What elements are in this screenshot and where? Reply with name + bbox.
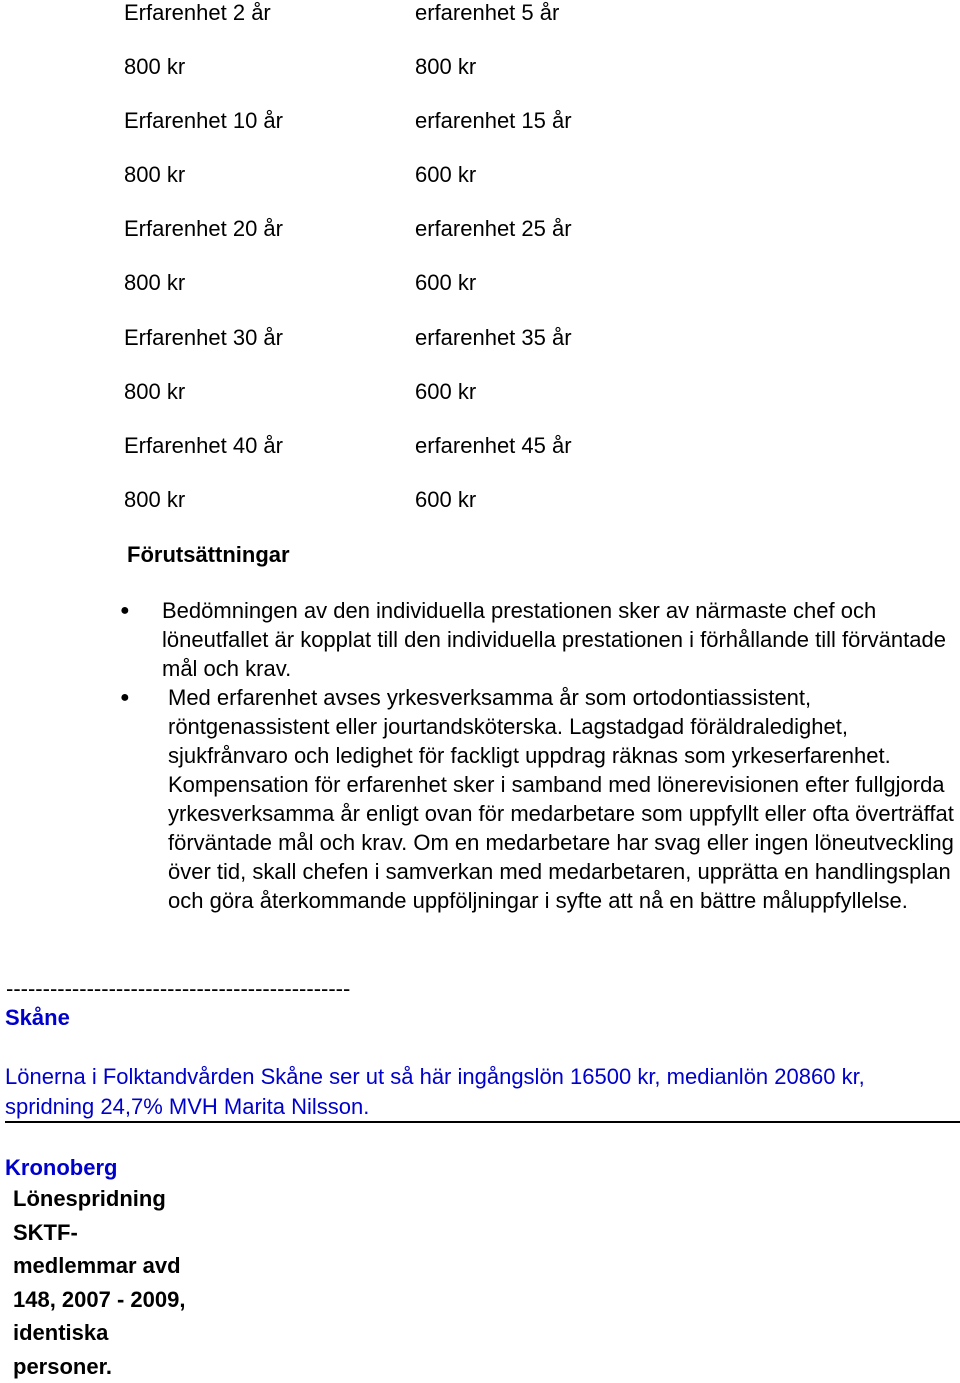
experience-amount: 800 kr (124, 270, 185, 296)
experience-amount: 800 kr (124, 162, 185, 188)
kronoberg-line: Lönespridning (13, 1182, 185, 1216)
experience-label: erfarenhet 45 år (415, 433, 572, 459)
section-separator: ----------------------------------------------- (6, 976, 350, 1002)
skane-text: Lönerna i Folktandvården Skåne ser ut så här ingångslön 16500 kr, medianlön 20860 kr, spridning 24,7% MVH Marita Nilsson. (5, 1062, 955, 1122)
experience-label: Erfarenhet 40 år (124, 433, 283, 459)
experience-label: erfarenhet 15 år (415, 108, 572, 134)
kronoberg-line: personer. (13, 1350, 185, 1383)
experience-label: Erfarenhet 2 år (124, 0, 271, 26)
bullet-icon: ● (120, 683, 130, 712)
kronoberg-heading: Kronoberg (5, 1155, 117, 1181)
prerequisites-heading: Förutsättningar (127, 542, 290, 568)
bullet-icon: ● (120, 596, 130, 625)
list-item (120, 683, 960, 915)
experience-label: erfarenhet 5 år (415, 0, 559, 26)
experience-amount: 600 kr (415, 487, 476, 513)
experience-amount: 800 kr (124, 379, 185, 405)
experience-amount: 600 kr (415, 379, 476, 405)
experience-amount: 800 kr (124, 54, 185, 80)
experience-amount: 800 kr (124, 487, 185, 513)
experience-amount: 800 kr (415, 54, 476, 80)
experience-label: erfarenhet 25 år (415, 216, 572, 242)
experience-label: erfarenhet 35 år (415, 325, 572, 351)
kronoberg-line: medlemmar avd (13, 1249, 185, 1283)
prerequisites-list (120, 596, 960, 915)
experience-label: Erfarenhet 20 år (124, 216, 283, 242)
skane-heading: Skåne (5, 1005, 70, 1031)
bullet-text: Med erfarenhet avses yrkesverksamma år som ortodontiassistent, röntgenassistent eller jourtandsköterska. Lagstadgad föräldraledighet, sjukfrånvaro och ledighet för fackligt uppdrag räknas som yrkeserfarenhet. Kompensation för erfarenhet sker i samband med lönerevisionen efter fullgjorda yrkesverksamma år enligt ovan för medarbetare som uppfyllt eller ofta överträffat förväntade mål och krav. Om en medarbetare har svag eller ingen löneutveckling över tid, skall chefen i samverkan med medarbetaren, upprätta en handlingsplan och göra återkommande uppföljningar i syfte att nå en bättre måluppfyllelse. (168, 685, 954, 913)
divider (5, 1121, 960, 1123)
experience-label: Erfarenhet 10 år (124, 108, 283, 134)
kronoberg-line: SKTF- (13, 1216, 185, 1250)
experience-amount: 600 kr (415, 162, 476, 188)
kronoberg-line: 148, 2007 - 2009, (13, 1283, 185, 1317)
experience-label: Erfarenhet 30 år (124, 325, 283, 351)
experience-amount: 600 kr (415, 270, 476, 296)
list-item (120, 596, 960, 683)
kronoberg-text (13, 1182, 185, 1383)
bullet-text: Bedömningen av den individuella prestationen sker av närmaste chef och löneutfallet är kopplat till den individuella prestationen i förhållande till förväntade mål och krav. (162, 598, 946, 681)
kronoberg-line: identiska (13, 1316, 185, 1350)
